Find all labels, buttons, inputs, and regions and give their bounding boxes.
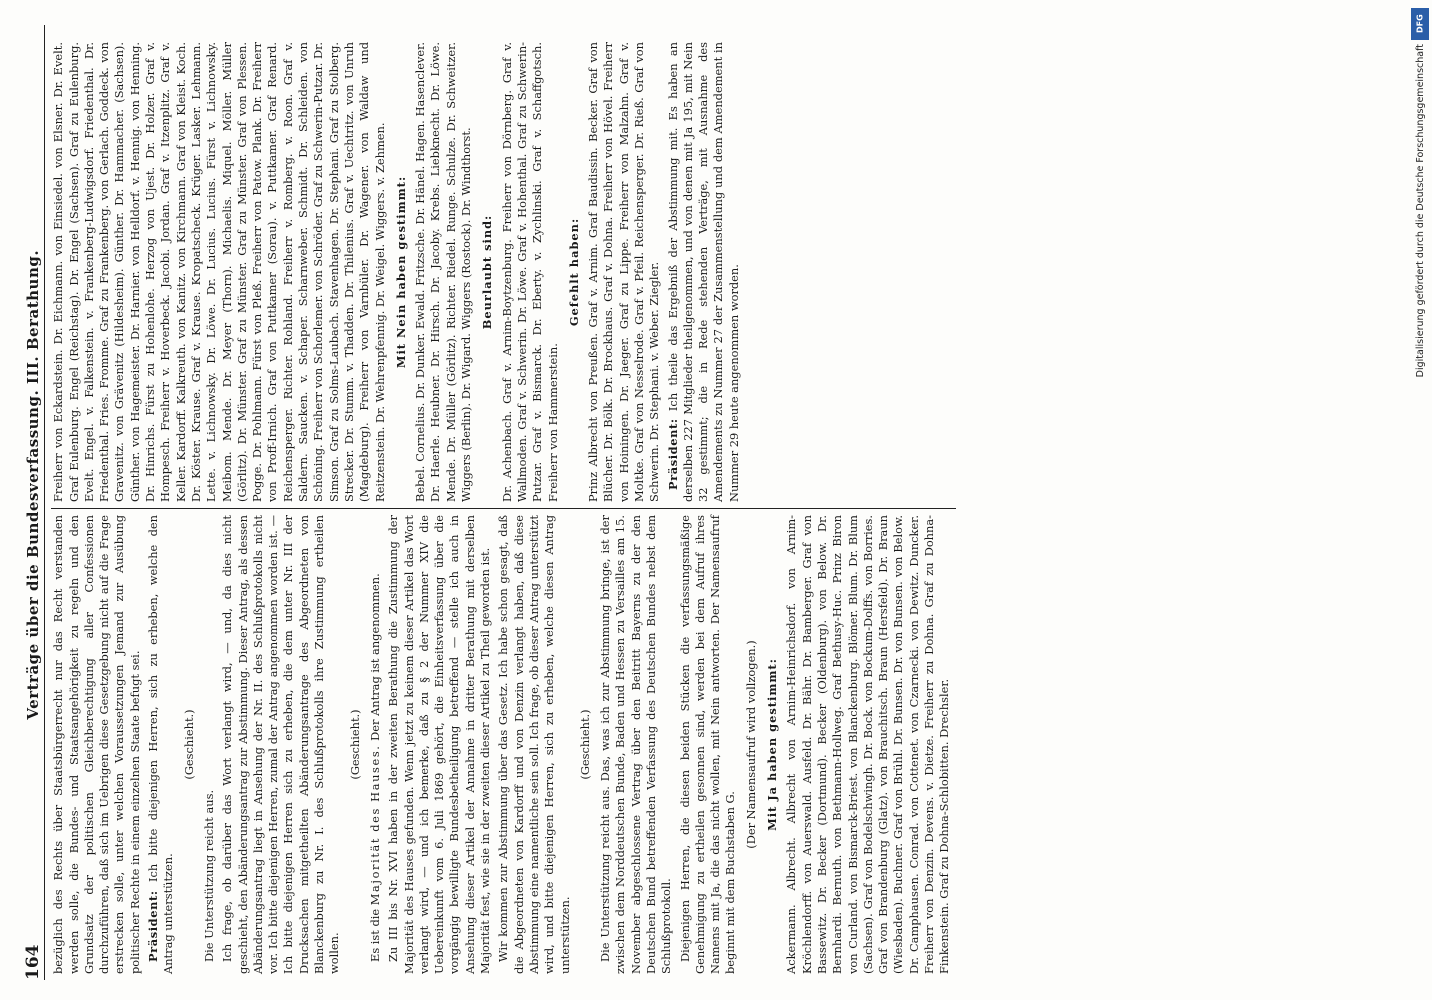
stage-direction: (Der Namensaufruf wird vollzogen.) <box>743 640 758 849</box>
paragraph: Die Unterstützung reicht aus. <box>201 789 216 962</box>
page-number: 164 <box>23 944 43 980</box>
dfg-logo-icon: DFG <box>1411 8 1429 40</box>
vote-heading-yes: Mit Ja haben gestimmt: <box>765 658 780 831</box>
name-list: Dr. Achenbach. Graf v. Arnim-Boytzenburg. Freiherr von Dörnberg. Graf v. Wallmoden. Graf v. Schwerin. Dr. Löwe. Graf v. Hohenthal. Graf zu Schwerin-Putzar. Graf v. Bismarck. Dr. Eberty. v. Zychlinski. Graf v. Schaffgotsch. Freiherr von Hammerstein. <box>499 42 560 502</box>
paragraph-text: Ich bitte diejenigen Herren, sich zu erheben, welche den Antrag unterstützen. <box>146 514 176 974</box>
paragraph <box>666 42 742 502</box>
paragraph: Ich frage, ob darüber das Wort verlangt wird, — und, da dies nicht geschieht, den Abänderungsantrag zur Abstimmung. Dieser Antrag, als dessen Abänderungsantrag liegt in Ansehung der Nr. II. des Schlußprotokolls nicht vor. Ich bitte diejenigen Herren, zumal der Antrag angenommen worden ist. — Ich bitte diejenigen Herren sich zu erheben, die dem unter Nr. III der Drucksachen mitgetheilten Abänderungsantrage des Abgeordneten von Blanckenburg zu Nr. I. des Schlußprotokolls ihre Zustimmung ertheilen wollen. <box>220 515 342 974</box>
paragraph-text: Der Antrag ist angenommen. <box>367 573 382 741</box>
stage-direction: (Geschieht.) <box>347 709 362 780</box>
missing-heading: Gefehlt haben: <box>566 217 581 327</box>
name-list: Ackermann. Albrecht. Albrecht von Arnim-Heinrichsdorf. von Arnim-Kröchlendorff. von Auerswald. Ausfeld. Dr. Bähr. Dr. Bamberger. Graf von Bassewitz. Dr. Becker (Dortmund). Becker (Oldenburg). von Below. Dr. Bernhardi. Bernuth. von Bethmann-Hollweg. Graf Bethusy-Huc. Prinz Biron von Curland. von Bismarck-Briest. von Blanckenburg. Blömer. Blum. Dr. Blum (Sachsen). Graf von Bodelschwingh. Dr. Bock. von Bockum-Dolffs. von Borries. Graf von Brandenburg (Glatz). von Brauchitsch. Braun (Hersfeld). Dr. Braun (Wiesbaden). Buchner. Graf von Brühl. Dr. Bunsen. Dr. von Bunsen. von Below. Dr. Camphausen. Conrad. von Cottenet. von Czarnecki. von Dewitz. Duncker. Freiherr von Denzin. Devens. v. Dietze. Freiherr zu Dohna. Graf zu Dohna-Finkenstein. Graf zu Dohna-Schlobitten. Drechsler. <box>784 515 952 974</box>
left-column <box>51 508 955 980</box>
name-list: Bebel. Cornelius. Dr. Dunker. Ewald. Fritzsche. Dr. Hänel. Hagen. Hasenclever. Dr. Haerle. Heubner. Dr. Hirsch. Dr. Jacoby. Krebs. Liebknecht. Dr. Löwe. Mende. Dr. Müller (Görlitz). Richter. Riedel. Runge. Schulze. Dr. Schweitzer. Wiggers (Berlin). Dr. Wigard. Wiggers (Rostock). Dr. Windthorst. <box>413 42 474 502</box>
paragraph <box>368 515 383 974</box>
digitization-credit <box>1410 8 1430 708</box>
name-list: Prinz Albrecht von Preußen. Graf v. Arnim. Graf Baudissin. Becker. Graf von Blücher. Dr. Bölk. Dr. Brockhaus. Graf v. Dohna. Freiherr von Hövel. Freiherr von Hoiningen. Dr. Jaeger. Graf zu Lippe. Freiherr von Malzahn. Graf v. Moltke. Graf von Nesselrode. Graf v. Pfeil. Reichensperger. Dr. Rieß. Graf von Schwerin. Dr. Stephani. v. Weber. Ziegler. <box>586 42 662 502</box>
paragraph: Diejenigen Herren, die diesen beiden Stücken die verfassungsmäßige Genehmigung zu ertheilen gesonnen sind, werden bei dem Aufruf ihres Namens mit Ja, die das nicht wollen, mit Nein antworten. Der Namensaufruf beginnt mit dem Buchstaben G. <box>677 515 738 974</box>
right-column <box>51 36 955 508</box>
vote-heading-no: Mit Nein haben gestimmt: <box>393 175 408 369</box>
page-header <box>23 25 45 980</box>
name-list: Freiherr von Eckardstein. Dr. Eichmann. von Einsiedel. von Elsner. Dr. Evelt. Graf Eulenburg. Engel (Reichstag). Dr. Engel (Sachsen). Graf zu Eulenburg. Evelt. Engel. v. Falkenstein. v. Frankenberg-Ludwigsdorf. Friedenthal. Dr. Friedenthal. Fries. Fromme. Graf zu Frankenberg. von Gerlach. Goddeck. von Gravenitz. von Grävenitz (Hildesheim). Günther. Dr. Hammacher. (Sachsen). Günther. von Hagemeister. Dr. Harnier. von Helldorf. v. Hennig. von Henning. Dr. Hinrichs. Fürst zu Hohenlohe. Herzog von Ujest. Dr. Holzer. Graf v. Hompesch. Freiherr v. Hoverbeck. Jacobi. Jordan. Graf v. Itzenplitz. Graf v. Keller. Kardorff. Kalkreuth. von Kanitz. von Kirchmann. Graf von Kleist. Koch. Dr. Köster. Krause. Graf v. Krause. Kropatscheck. Krüger. Lasker. Lehmann. Lette. v. Lichnowsky. Dr. Löwe. Dr. Lucius. Lucius. Fürst v. Lichnowsky. Meibom. Mende. Dr. Meyer (Thorn). Michaelis. Miquel. Möller. Müller (Görlitz). Dr. Münster. Graf zu Münster. Graf zu Münster. Graf von Plessen. Pogge. Dr. Pohlmann. Fürst von Pleß. Freiherr von Patow. Plank. Dr. Freiherr von Proff-Irnich. Graf von Puttkamer (Sorau). v. Puttkamer. Graf Renard. Reichensperger. Richter. Rohland. Freiherr v. Romberg. v. Roon. Graf v. Saldern. Saucken. v. Schaper. Scharnweber. Schmidt. Dr. Schleiden. von Schöning. Freiherr von Schorlemer. von Schröder. Graf zu Schwerin-Putzar. Dr. Simson. Graf zu Solms-Laubach. Stavenhagen. Dr. Stephani. Graf zu Stolberg. Strecker. Dr. Stumm. v. Thadden. Dr. Thilenius. Graf v. Uechtritz. von Unruh (Magdeburg). Freiherr von Varnbüler. Dr. Wagener. von Waldaw und Reitzenstein. Dr. Wehrenpfennig. Dr. Weigel. Wiggers. v. Zehmen. <box>51 42 387 502</box>
paragraph-text: Ich theile das Ergebniß der Abstimmung mit. Es haben an derselben 227 Mitglieder theilgenommen, und von denen mit Ja 195, mit Nein 32 gestimmt; die in Rede stehenden Verträge, mit Ausnahme des Amendements zu Nummer 27 der Zusammenstellung und dem Amendement in Nummer 29 heute angenommen worden. <box>665 42 741 502</box>
paragraph <box>146 515 177 974</box>
stage-direction: (Geschieht.) <box>181 709 196 780</box>
emphasis-text: Majorität des Hauses. <box>367 744 382 906</box>
speaker-label: Präsident: <box>665 418 680 490</box>
credit-text: Digitalisierung gefördert durch die Deutsche Forschungsgemeinschaft <box>1414 44 1426 378</box>
text-columns <box>51 25 955 980</box>
speaker-label: Präsident: <box>146 890 161 962</box>
running-title: Verträge über die Bundesverfassung. III. Berathung. <box>24 249 42 720</box>
rotated-book-page <box>18 15 1378 990</box>
paragraph: Wir kommen zur Abstimmung über das Gesetz. Ich habe schon gesagt, daß die Abgeordneten von Kardorff und von Denzin verlangt haben, daß diese Abstimmung eine namentliche sein soll. Ich frage, ob dieser Antrag unterstützt wird, und bitte diejenigen Herren, sich zu erheben, welche diesen Antrag unterstützen. <box>496 515 572 974</box>
paragraph: Zu III bis Nr. XVI haben in der zweiten Berathung die Zustimmung der Majorität des Hauses gefunden. Wenn jetzt zu keinem dieser Artikel das Wort verlangt wird, — und ich bemerke, daß zu § 2 der Nummer XIV die Uebereinkunft vom 6. Juli 1869 gehört, die Einheitsverfassung über die vorgängig bewilligte Bundesbetheiligung betreffend — stelle ich auch in Ansehung dieser Artikel der Annahme in dritter Berathung mit derselben Majorität fest, wie sie in der zweiten dieser Artikel zu Theil geworden ist. <box>386 515 493 974</box>
paragraph: bezüglich des Rechts über Staatsbürgerrecht nur das Recht verstanden werden solle, die Bundes- und Staatsangehörigkeit zu regeln und den Grundsatz der politischen Gleichberechtigung aller Confessionen durchzuführen, daß sich im Uebrigen diese Gesetzgebung nicht auf die Frage erstrecken solle, unter welchen Voraussetzungen Jemand zur Ausübung politischer Rechte in einem einzelnen Staate befugt sei. <box>51 515 142 974</box>
absent-heading: Beurlaubt sind: <box>480 214 495 330</box>
paragraph: Die Unterstützung reicht aus. Das, was ich zur Abstimmung bringe, ist der zwischen dem Norddeutschen Bunde, Baden und Hessen zu Versailles am 15. November abgeschlossene Vertrag über den Beitritt Bayerns zu der den Deutschen Bund betreffenden Verfassung des Deutschen Bundes nebst dem Schlußprotokoll. <box>598 515 674 974</box>
stage-direction: (Geschieht.) <box>577 709 592 780</box>
paragraph-text: Es ist die <box>367 908 382 962</box>
